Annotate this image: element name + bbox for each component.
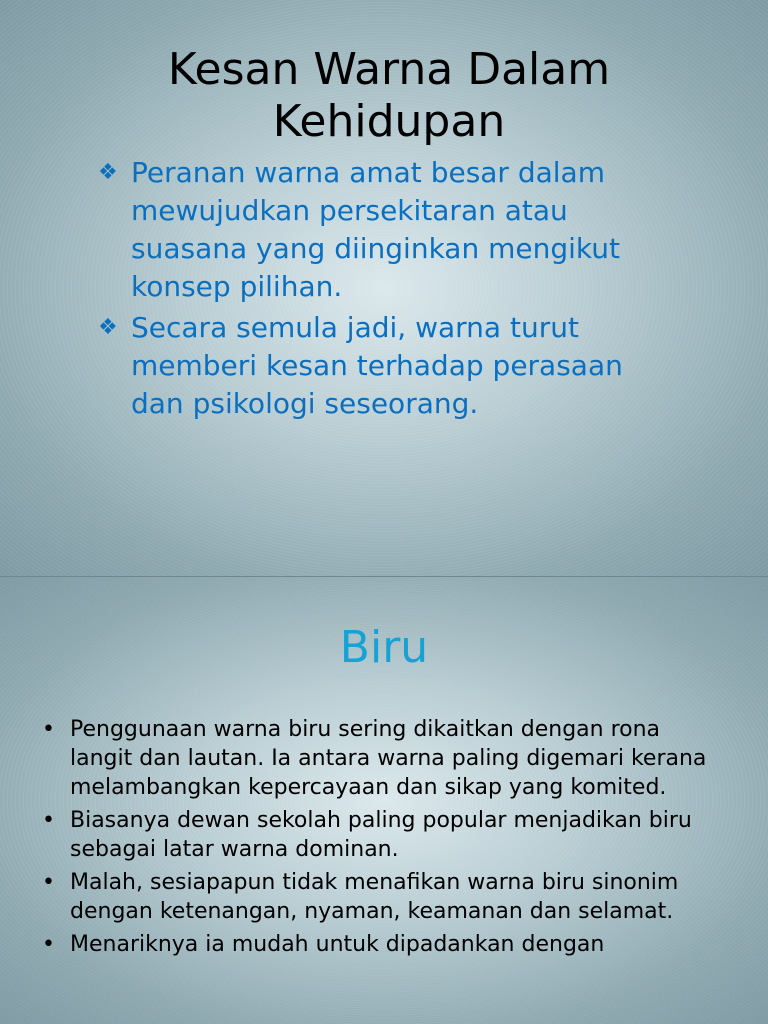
list-item	[98, 154, 678, 306]
dot-bullet-icon: •	[42, 870, 55, 895]
slide-title: Biru	[339, 622, 429, 673]
bullet-text: Peranan warna amat besar dalam mewujudkan persekitaran atau suasana yang diinginkan mengikut konsep pilihan.	[131, 156, 620, 303]
slide-title	[0, 44, 768, 148]
list-item	[42, 806, 722, 864]
dot-bullet-icon: •	[42, 717, 55, 742]
bullet-list	[98, 154, 678, 426]
slide-biru	[0, 577, 768, 1024]
list-item	[98, 309, 678, 423]
bullet-text: Penggunaan warna biru sering dikaitkan dengan rona langit dan lautan. Ia antara warna paling digemari kerana melambangkan kepercayaan dan sikap yang komited.	[70, 717, 707, 800]
bullet-text: Menariknya ia mudah untuk dipadankan dengan	[70, 932, 605, 957]
diamond-bullet-icon: ❖	[98, 315, 118, 340]
slide-title-line-2: Kehidupan	[272, 96, 506, 147]
bullet-text: Secara semula jadi, warna turut memberi kesan terhadap perasaan dan psikologi seseorang.	[131, 311, 623, 420]
dot-bullet-icon: •	[42, 932, 55, 957]
bullet-list	[42, 715, 722, 963]
dot-bullet-icon: •	[42, 808, 55, 833]
bullet-text: Biasanya dewan sekolah paling popular menjadikan biru sebagai latar warna dominan.	[70, 808, 692, 862]
slide-title-line-1: Kesan Warna Dalam	[167, 44, 611, 95]
diamond-bullet-icon: ❖	[98, 160, 118, 185]
list-item	[42, 715, 722, 802]
bullet-text: Malah, sesiapapun tidak menafikan warna biru sinonim dengan ketenangan, nyaman, keamanan dan selamat.	[70, 870, 679, 924]
list-item	[42, 868, 722, 926]
list-item	[42, 930, 722, 959]
